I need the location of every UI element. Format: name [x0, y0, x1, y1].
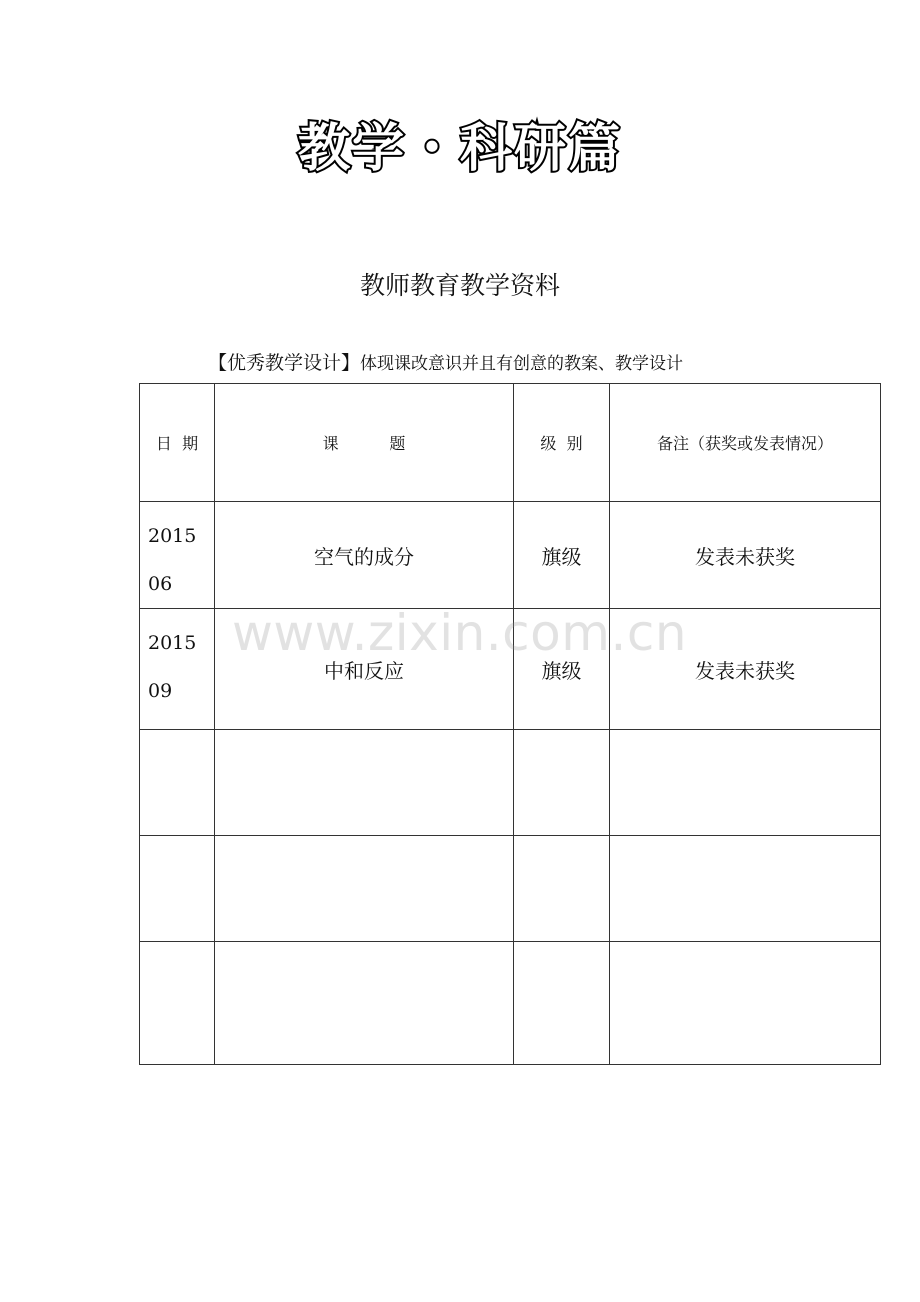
date-year: 2015	[148, 525, 197, 547]
table-header-row	[140, 384, 881, 502]
table-row	[140, 730, 881, 836]
level-cell	[514, 836, 610, 942]
date-cell	[140, 836, 215, 942]
topic-cell: 中和反应	[215, 609, 514, 730]
section-description: 体现课改意识并且有创意的教案、教学设计	[360, 354, 684, 374]
date-cell	[140, 730, 215, 836]
level-cell: 旗级	[514, 502, 610, 609]
table-row	[140, 502, 881, 609]
topic-cell	[215, 836, 514, 942]
topic-cell	[215, 730, 514, 836]
main-title	[0, 118, 920, 180]
header-level: 级 别	[514, 384, 610, 502]
header-remarks: 备注（获奖或发表情况）	[610, 384, 881, 502]
remarks-cell: 发表未获奖	[610, 609, 881, 730]
header-topic: 课 题	[215, 384, 514, 502]
level-cell: 旗级	[514, 609, 610, 730]
date-cell	[140, 502, 215, 609]
main-title-text: 教学・科研篇	[297, 119, 622, 179]
subtitle: 教师教育教学资料	[359, 271, 560, 300]
topic-cell	[215, 942, 514, 1065]
table-row	[140, 836, 881, 942]
remarks-cell: 发表未获奖	[610, 502, 881, 609]
section-heading	[208, 348, 683, 375]
section-title: 【优秀教学设计】	[208, 352, 361, 374]
header-date: 日 期	[140, 384, 215, 502]
watermark: www.zixin.com.cn	[232, 604, 688, 662]
remarks-cell	[610, 942, 881, 1065]
table-row	[140, 942, 881, 1065]
date-year: 2015	[148, 632, 197, 654]
level-cell	[514, 942, 610, 1065]
date-cell	[140, 942, 215, 1065]
date-month: 06	[148, 573, 173, 595]
date-cell	[140, 609, 215, 730]
date-month: 09	[148, 680, 173, 702]
records-table	[139, 383, 881, 1065]
level-cell	[514, 730, 610, 836]
topic-cell: 空气的成分	[215, 502, 514, 609]
table-row	[140, 609, 881, 730]
remarks-cell	[610, 730, 881, 836]
remarks-cell	[610, 836, 881, 942]
